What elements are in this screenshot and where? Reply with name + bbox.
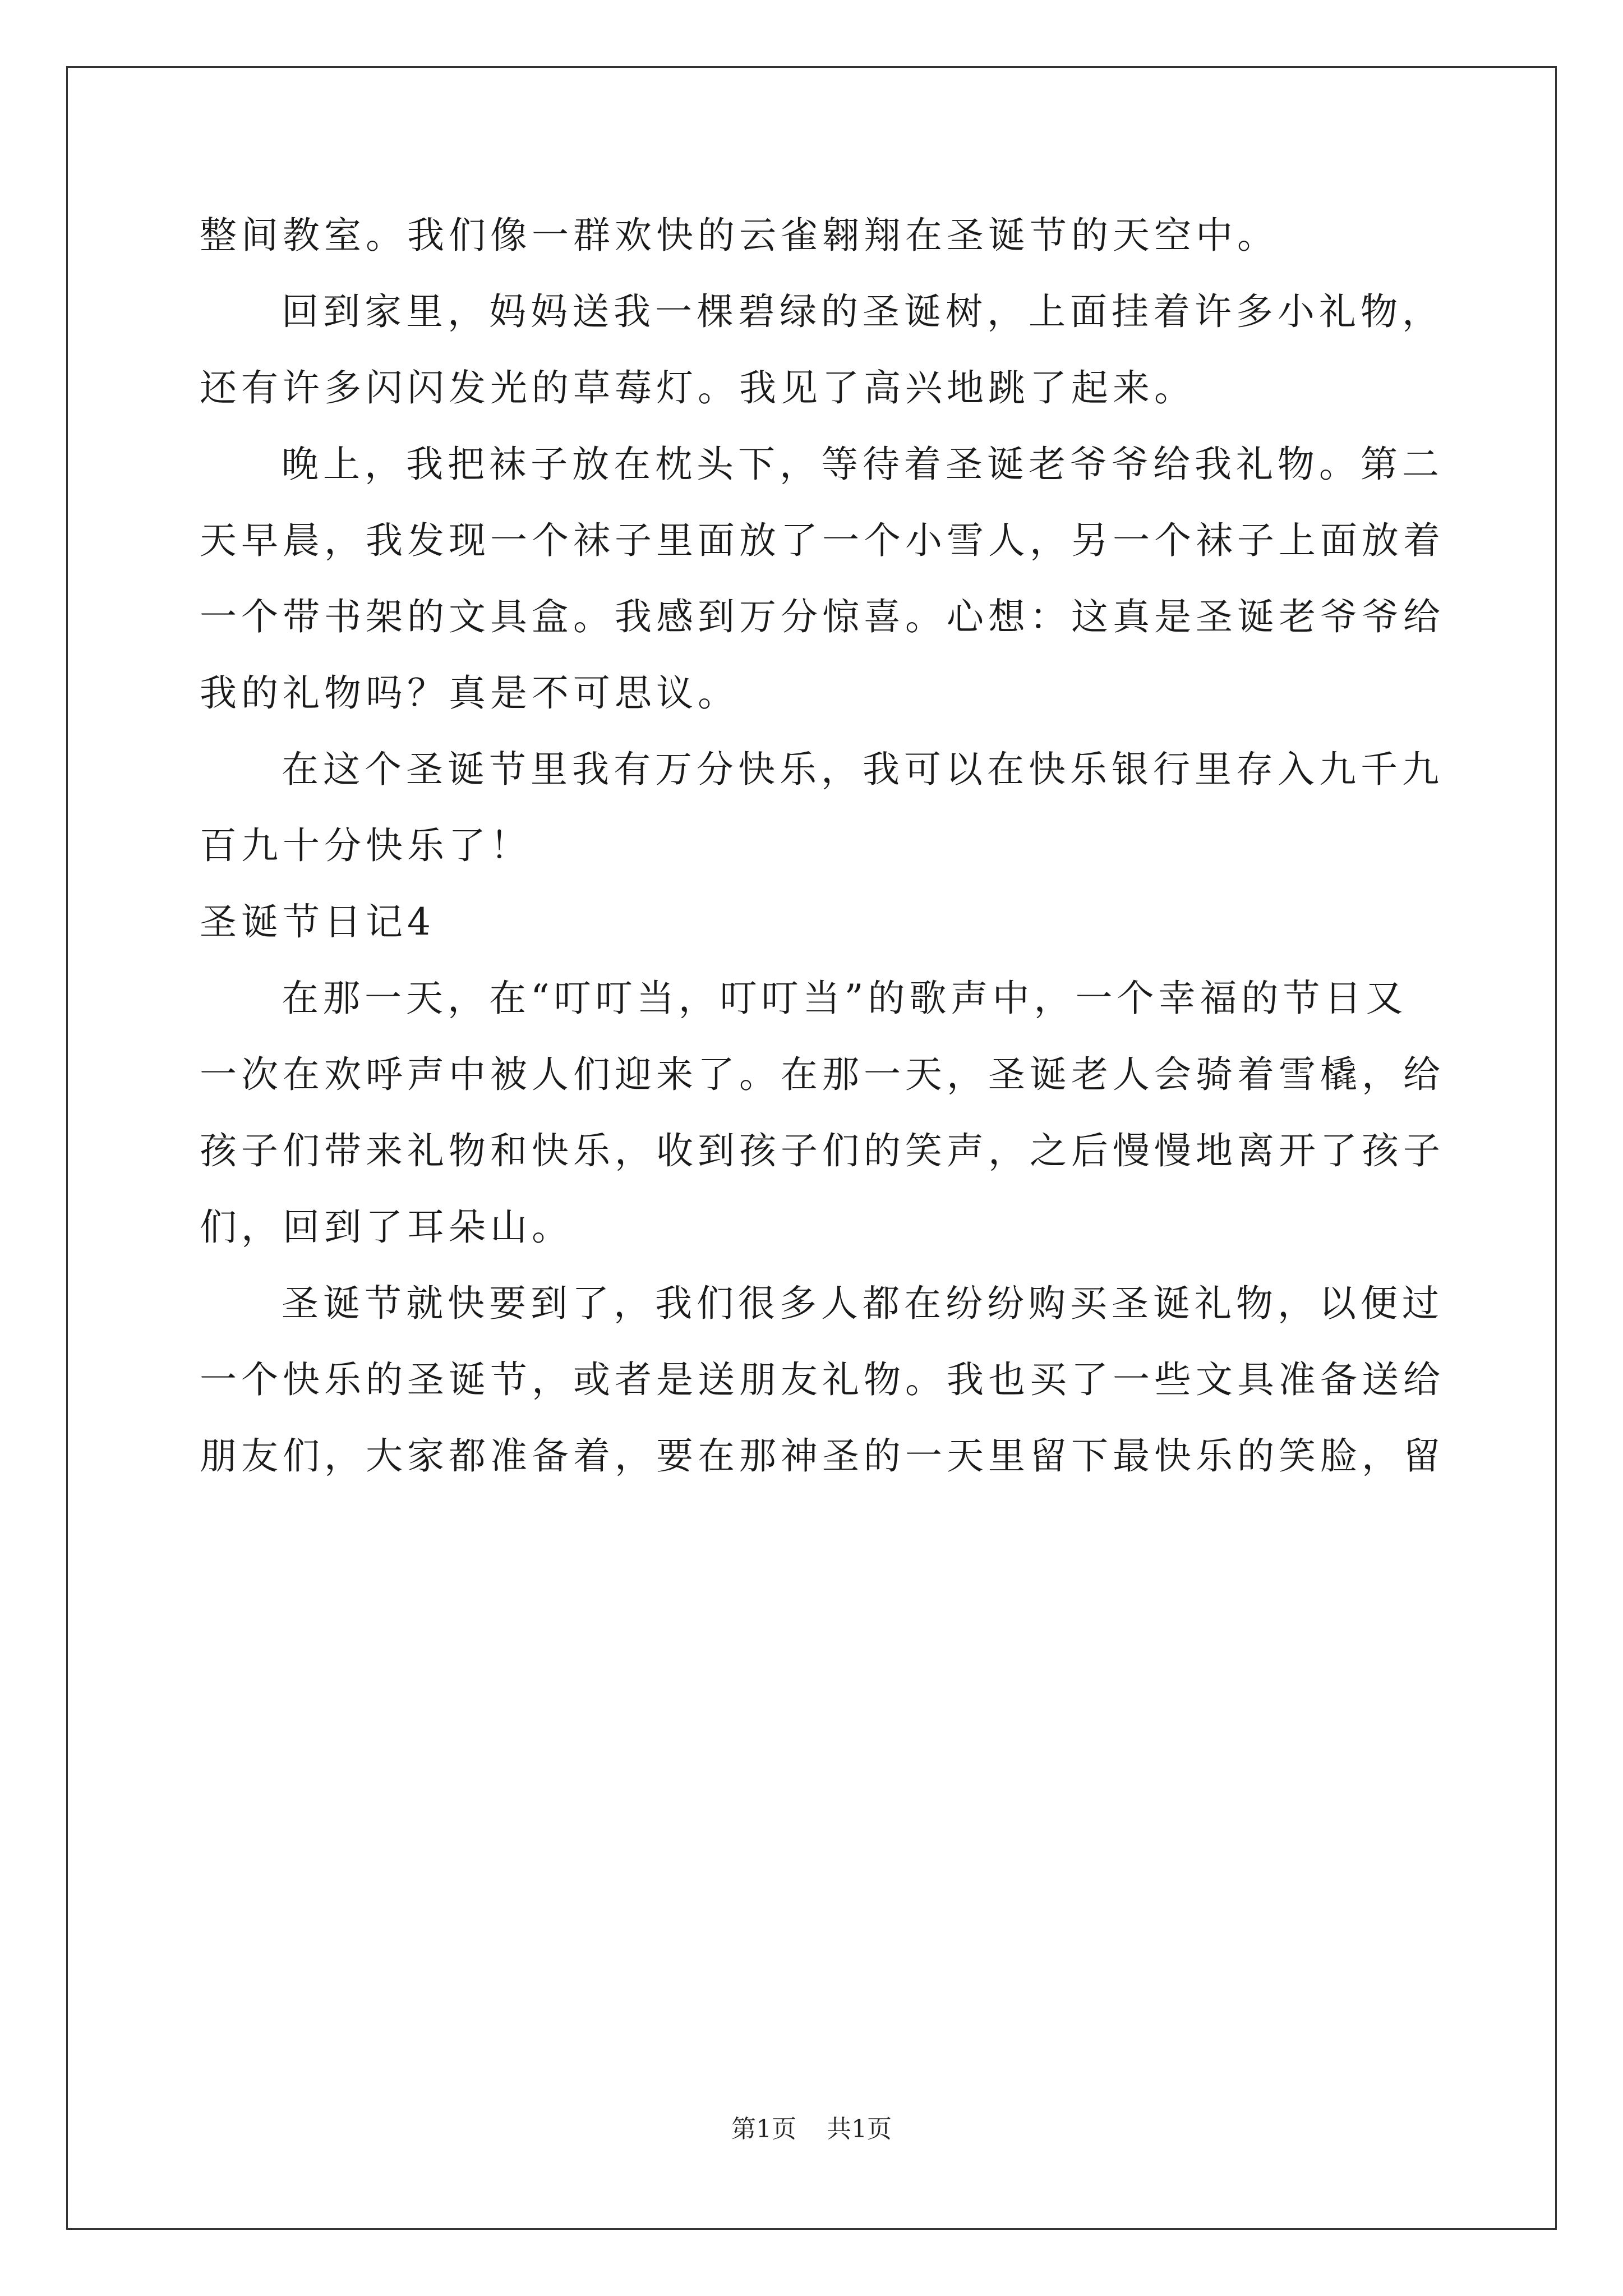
paragraph-first-line: 在那一天，在“叮叮当，叮叮当”的歌声中，一个幸福的节日又	[282, 977, 1408, 1020]
text-line: 朋友们，大家都准备着，要在那神圣的一天里留下最快乐的笑脸，留	[200, 1434, 1445, 1478]
paragraph-first-line: 在这个圣诞节里我有万分快乐，我可以在快乐银行里存入九千九	[282, 748, 1444, 791]
paragraph-first-line: 回到家里，妈妈送我一棵碧绿的圣诞树，上面挂着许多小礼物，	[282, 290, 1444, 333]
page-number-total: 共1页	[827, 2115, 892, 2143]
text-line: 孩子们带来礼物和快乐，收到孩子们的笑声，之后慢慢地离开了孩子	[200, 1129, 1445, 1172]
paragraph-first-line: 圣诞节就快要到了，我们很多人都在纷纷购买圣诞礼物，以便过	[282, 1282, 1444, 1325]
text-line: 百九十分快乐了！	[200, 824, 532, 867]
text-line: 一次在欢呼声中被人们迎来了。在那一天，圣诞老人会骑着雪橇，给	[200, 1053, 1445, 1096]
text-line: 们，回到了耳朵山。	[200, 1205, 573, 1249]
section-heading: 圣诞节日记4	[200, 900, 435, 944]
paragraph-first-line: 晚上，我把袜子放在枕头下，等待着圣诞老爷爷给我礼物。第二	[282, 443, 1444, 486]
page-number-current: 第1页	[731, 2115, 796, 2143]
text-line: 天早晨，我发现一个袜子里面放了一个小雪人，另一个袜子上面放着	[200, 519, 1445, 562]
page-footer	[0, 2114, 1623, 2145]
text-line: 整间教室。我们像一群欢快的云雀翱翔在圣诞节的天空中。	[200, 214, 1279, 257]
text-line: 一个带书架的文具盒。我感到万分惊喜。心想：这真是圣诞老爷爷给	[200, 595, 1445, 638]
text-line: 我的礼物吗？真是不可思议。	[200, 671, 739, 715]
text-line: 还有许多闪闪发光的草莓灯。我见了高兴地跳了起来。	[200, 366, 1196, 409]
text-line: 一个快乐的圣诞节，或者是送朋友礼物。我也买了一些文具准备送给	[200, 1358, 1445, 1401]
